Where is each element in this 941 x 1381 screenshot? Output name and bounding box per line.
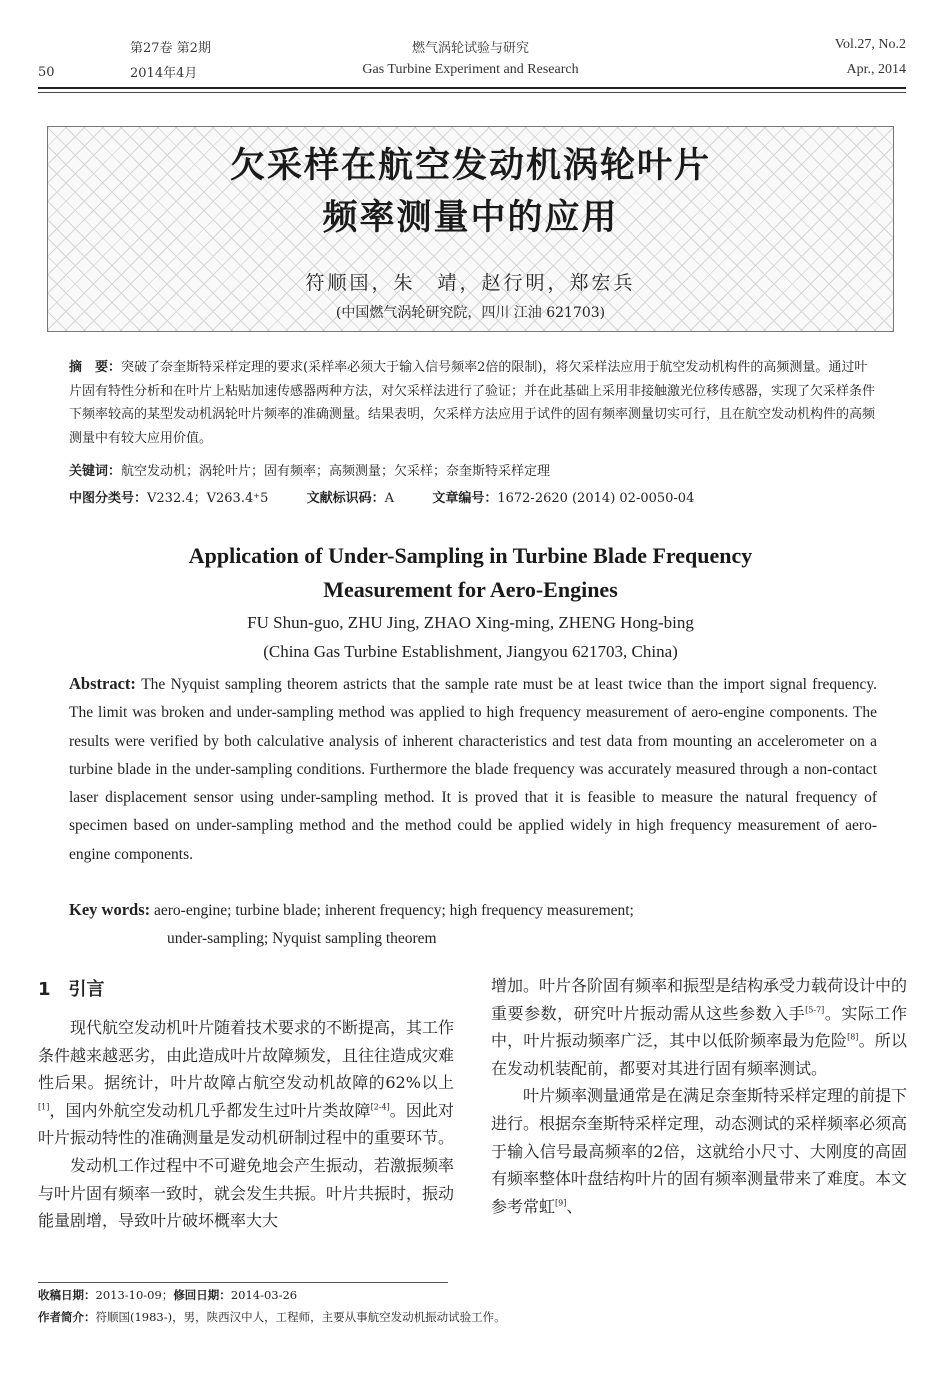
author-bio-text: 符顺国(1983-)，男，陕西汉中人，工程师，主要从事航空发动机振动试验工作。 (95, 1310, 506, 1324)
received-label: 收稿日期： (38, 1288, 96, 1302)
right-paragraph-1 (491, 972, 907, 1082)
header-rule-thick (38, 87, 906, 89)
left-paragraph-2: 发动机工作过程中不可避免地会产生振动，若激振频率与叶片固有频率一致时，就会发生共振。叶片共振时，振动能量剧增，导致叶片破坏概率大大 (38, 1155, 455, 1231)
abstract-cn (69, 356, 877, 450)
authors-en: FU Shun-guo, ZHU Jing, ZHAO Xing-ming, ZHENG Hong-bing (247, 613, 694, 632)
left-paragraph-1 (38, 1014, 454, 1152)
article-no-value: 1672-2620 (2014) 02-0050-04 (497, 491, 695, 506)
section-1-heading: 1 引言 (38, 979, 105, 1000)
header-rule-thin (38, 92, 906, 93)
left-p1-text-b: ，国内外航空发动机几乎都发生过叶片类故障 (49, 1100, 371, 1120)
classification-line (69, 487, 694, 506)
keywords-en-line2: under-sampling; Nyquist sampling theorem (167, 930, 437, 947)
keywords-cn-label: 关键词： (69, 464, 122, 479)
clc-value: V232.4；V263.4⁺5 (147, 491, 269, 506)
affiliation-en: (China Gas Turbine Establishment, Jiangyou 621703, China) (263, 642, 678, 661)
doc-code-value: A (384, 491, 395, 506)
title-en-line1: Application of Under-Sampling in Turbine Blade Frequency (188, 543, 753, 568)
citation-1: [1] (38, 1102, 50, 1112)
citation-5-7: [5-7] (805, 1005, 825, 1015)
title-cn-line2: 频率测量中的应用 (322, 198, 619, 238)
journal-name-en: Gas Turbine Experiment and Research (362, 62, 579, 77)
title-cn-line1: 欠采样在航空发动机涡轮叶片 (229, 146, 711, 186)
keywords-cn-text: 航空发动机；涡轮叶片；固有频率；高频测量；欠采样；奈奎斯特采样定理 (121, 464, 551, 479)
right-p1-text-a: 增加。叶片各阶固有频率和振型是结构承受力载荷设计中的重要参数，研究叶片振动需从这些参数入手 (491, 976, 908, 1023)
right-paragraph-2 (491, 1082, 907, 1220)
title-en-line2: Measurement for Aero-Engines (323, 577, 618, 602)
keywords-en-line1: aero-engine; turbine blade; inherent frequency; high frequency measurement; (154, 902, 634, 919)
abstract-en (69, 670, 877, 869)
footnote-rule (38, 1282, 448, 1283)
left-column (38, 1014, 454, 1235)
keywords-en-label: Key words: (69, 900, 151, 919)
volume-en: Vol.27, No.2 (834, 37, 906, 52)
author-bio (38, 1309, 506, 1325)
right-p1-text-c: 。所以在发动机装配前，都要对其进行固有频率测试。 (491, 1031, 907, 1078)
right-column (491, 972, 907, 1220)
keywords-en (69, 896, 877, 953)
abstract-en-label: Abstract: (69, 674, 136, 693)
clc-label: 中图分类号： (69, 491, 148, 506)
received-date (38, 1287, 297, 1303)
left-p1-text-c: 。因此对叶片振动特性的准确测量是发动机研制过程中的重要环节。 (38, 1100, 455, 1148)
left-p1-text-a: 现代航空发动机叶片随着技术要求的不断提高，其工作条件越来越恶劣，由此造成叶片故障频发，且往往造成灾难性后果。据统计，叶片故障占航空发动机故障的62%以上 (38, 1018, 455, 1093)
keywords-cn (69, 460, 550, 479)
affiliation-cn: (中国燃气涡轮研究院，四川 江油 621703) (335, 305, 606, 321)
author-bio-label: 作者简介： (38, 1310, 96, 1324)
right-p2-text-a: 叶片频率测量通常是在满足奈奎斯特采样定理的前提下进行。根据奈奎斯特采样定理，动态测试的采样频率必须高于输入信号最高频率的2倍，这就给小尺寸、大刚度的高固有频率整体叶盘结构叶片的固有频率测量带来了难度。本文参考常虹 (491, 1086, 908, 1216)
date-en: Apr., 2014 (846, 62, 906, 77)
right-p2-text-b: 、 (566, 1196, 583, 1216)
revised-label: 修回日期： (173, 1288, 231, 1302)
article-no-label: 文章编号： (432, 491, 498, 506)
received-value: 2013-10-09； (95, 1288, 174, 1302)
revised-value: 2014-03-26 (230, 1288, 298, 1302)
citation-2-4: [2-4] (370, 1102, 390, 1112)
page-number: 50 (38, 65, 55, 80)
volume-cn: 第27卷 第2期 (130, 41, 211, 56)
journal-name-cn: 燃气涡轮试验与研究 (411, 41, 529, 56)
authors-cn: 符顺国，朱 靖，赵行明，郑宏兵 (305, 272, 636, 294)
doc-code-label: 文献标识码： (306, 491, 385, 506)
right-p1-text-b: 。实际工作中，叶片振动频率广泛，其中以低阶频率最为危险 (491, 1003, 907, 1051)
abstract-en-text: The Nyquist sampling theorem astricts that the sample rate must be at least twice than the import signal frequency. The limit was broken and under-sampling method was applied to high frequency measurement of aero-engine components. The results were verified by both calculative analysis of inherent characteristics and test data from mounting an accelerometer on a turbine blade in the under-sampling conditions. Furthermore the blade frequency was accurately measured through a non-contact laser displacement sensor using under-sampling method. It is proved that it is feasible to measure the natural frequency of specimen based on under-sampling method and the method could be applied widely in high frequency measurement of aero-engine components. (69, 676, 877, 863)
citation-8: [8] (847, 1032, 859, 1042)
abstract-cn-label: 摘 要： (69, 360, 122, 375)
abstract-cn-text: 突破了奈奎斯特采样定理的要求(采样率必须大于输入信号频率2倍的限制)，将欠采样法应用于航空发动机构件的高频测量。通过叶片固有特性分析和在叶片上粘贴加速传感器两种方法，对欠采样法进行了验证；并在此基础上采用非接触激光位移传感器，实现了欠采样条件下频率较高的某型发动机涡轮叶片频率的准确测量。结果表明，欠采样方法应用于试件的固有频率测量切实可行，且在航空发动机构件的高频测量中有较大应用价值。 (69, 360, 876, 446)
citation-9: [9] (555, 1198, 567, 1208)
date-cn: 2014年4月 (130, 66, 198, 81)
